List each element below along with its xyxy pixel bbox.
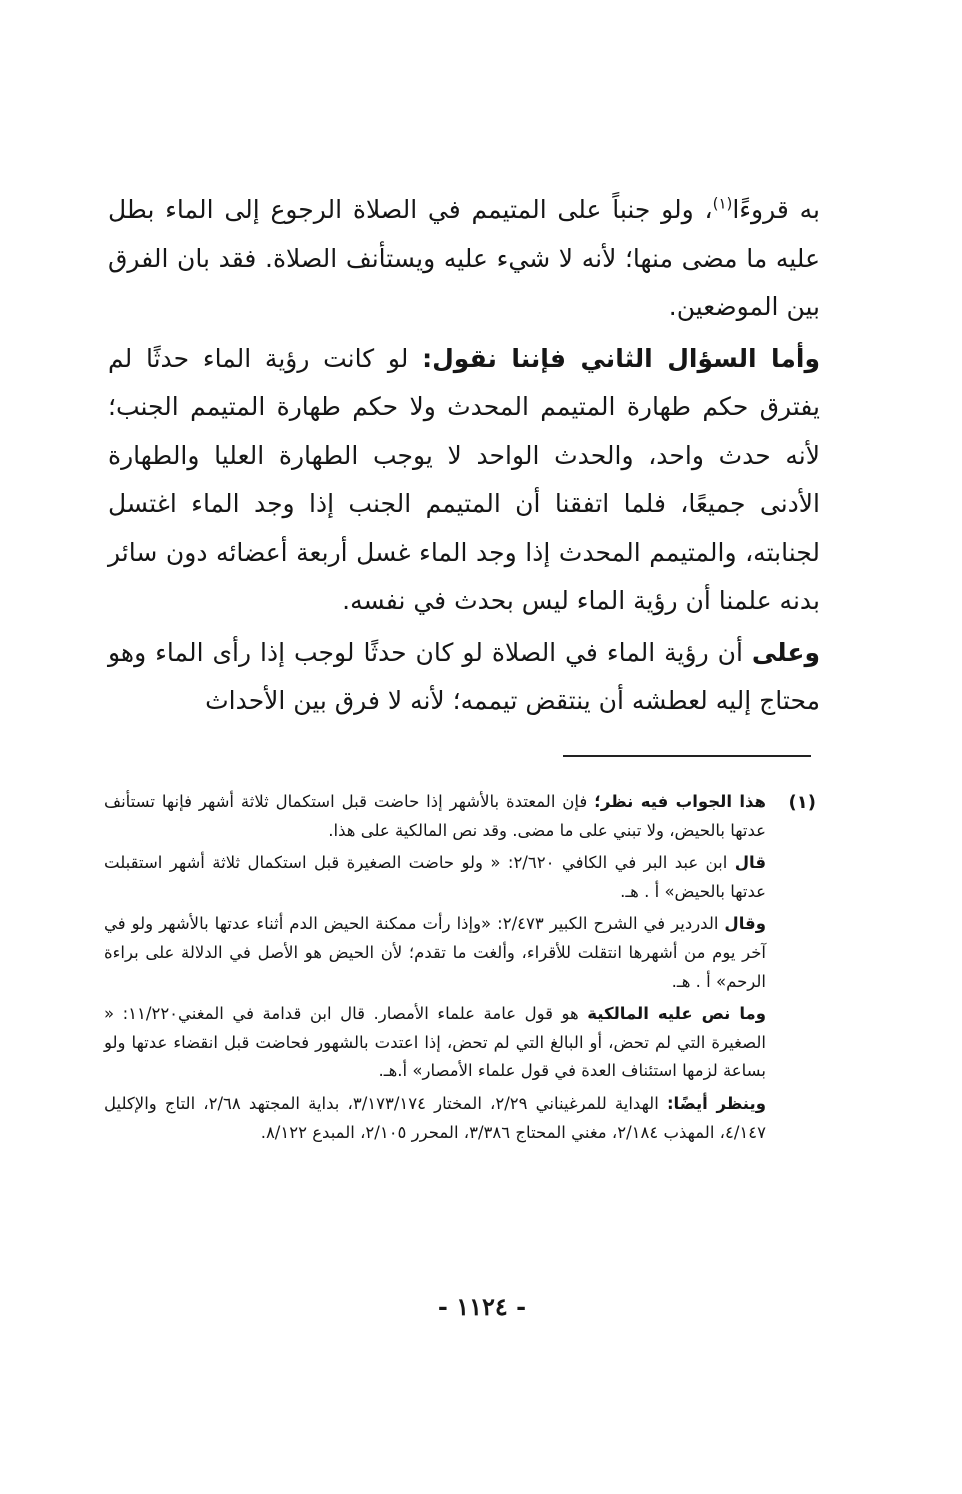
- footnote-lead: وقال: [724, 914, 766, 934]
- footnote-lead: وما نص عليه المالكية: [587, 1004, 767, 1024]
- paragraph: [108, 629, 820, 726]
- footnote-text: الدردير في الشرح الكبير ٢/٤٧٣: «وإذا رأت ممكنة الحيض الدم أثناء عدتها بالأشهر ولو في آخر يوم من أشهرها انتقلت للأقراء، وألغت ما تقدم؛ لأن الحيض هو الأصل في الدلالة على براءة الرحم» أ . هـ.: [104, 914, 766, 991]
- paragraph-text: لو كانت رؤية الماء حدثًا لم يفترق حكم طهارة المتيمم المحدث ولا حكم طهارة المتيمم الجنب؛ لأنه حدث واحد، والحدث الواحد لا يوجب الطهارة العليا والطهارة الأدنى جميعًا، فلما اتفقنا أن المتيمم الجنب إذا وجد الماء اغتسل لجنابته، والمتيمم المحدث إذا وجد الماء غسل أربعة أعضائه دون سائر بدنه علمنا أن رؤية الماء ليس بحدث في نفسه.: [108, 343, 820, 615]
- footnote-separator: [563, 755, 811, 757]
- footnote-paragraph: [104, 849, 766, 906]
- footnote-paragraph: [104, 1000, 766, 1086]
- paragraph-text: أن رؤية الماء في الصلاة لو كان حدثًا لوجب إذا رأى الماء وهو محتاج إليه لعطشه أن ينتقض تيممه؛ لأنه لا فرق بين الأحداث: [108, 637, 820, 715]
- paragraph-text: ، ولو جنباً على المتيمم في الصلاة الرجوع إلى الماء بطل عليه ما مضى منها؛ لأنه لا شيء عليه ويستأنف الصلاة. فقد بان الفرق بين الموضعين.: [108, 195, 820, 321]
- footnote-text: الهداية للمرغيناني ٢/٢٩، المختار ٣/١٧٣/١٧٤، بداية المجتهد ٢/٦٨، التاج والإكليل ٤/١٤٧، المهذب ٢/١٨٤، مغني المحتاج ٣/٣٨٦، المحرر ٢/١٠٥، المبدع ٨/١٢٢.: [104, 1093, 766, 1142]
- paragraph-lead: وأما السؤال الثاني فإننا نقول:: [422, 343, 820, 373]
- paragraph-lead: وعلى: [751, 637, 820, 667]
- paragraph: [108, 335, 820, 626]
- footnote-lead: قال: [734, 853, 767, 873]
- page-number: - ١١٢٤ -: [437, 1292, 527, 1321]
- footnote-marker: (١): [788, 792, 816, 813]
- main-text: [108, 186, 820, 726]
- footnote-paragraph: [104, 788, 766, 845]
- footnote-lead: وينظر أيضًا:: [666, 1093, 766, 1113]
- footnote-reference[interactable]: (١): [712, 194, 733, 213]
- footnote-paragraph: [104, 1090, 766, 1147]
- paragraph-text: به قروءًا: [732, 195, 821, 224]
- footnote-lead: هذا الجواب فيه نظر؛: [594, 792, 766, 811]
- footnotes: [104, 788, 816, 1151]
- footnote-paragraph: [104, 910, 766, 996]
- footnote-body: [104, 788, 766, 1147]
- footnote-text: هو قول عامة علماء الأمصار. قال ابن قدامة في المغني١١/٢٢٠: « الصغيرة التي لم تحض، أو البالغ التي لم تحض، إذا اعتدت بالشهور فحاضت قبل انقضاء عدتها ولو بساعة لزمها استئناف العدة في قول علماء الأمصار» أ.هـ.: [104, 1004, 766, 1081]
- paragraph: [108, 186, 820, 332]
- footnote-text: ابن عبد البر في الكافي ٢/٦٢٠: « ولو حاضت الصغيرة قبل استكمال ثلاثة أشهر استقبلت عدتها بالحيض» أ . هـ.: [104, 853, 766, 901]
- footnote-text: فإن المعتدة بالأشهر إذا حاضت قبل استكمال ثلاثة أشهر فإنها تستأنف عدتها بالحيض، ولا تبني على ما مضى. وقد نص المالكية على هذا.: [104, 792, 766, 840]
